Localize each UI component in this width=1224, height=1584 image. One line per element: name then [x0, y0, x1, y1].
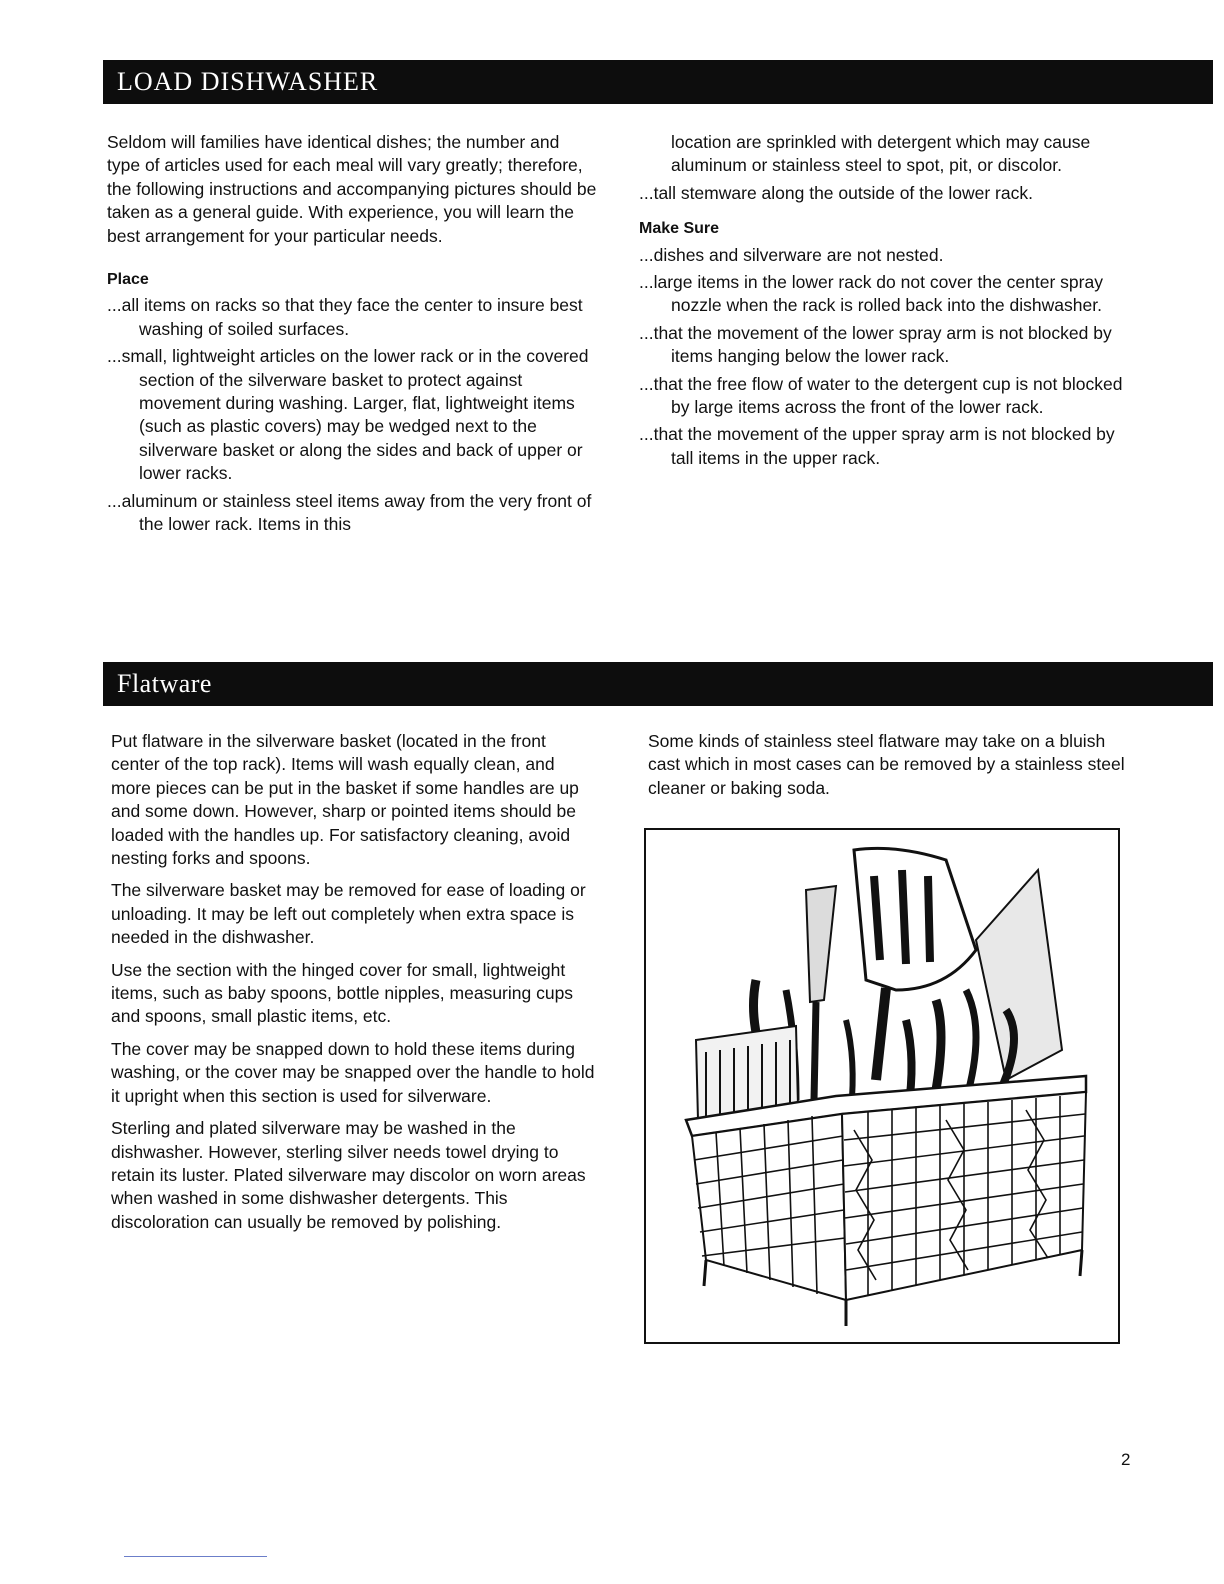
section-title: Flatware	[117, 669, 212, 698]
make-sure-item: ...that the movement of the lower spray arm is not blocked by items hanging below the lower rack.	[639, 322, 1112, 367]
place-item: ...aluminum or stainless steel items away from the very front of the lower rack. Items in this	[107, 490, 592, 535]
silverware-basket-illustration	[644, 828, 1120, 1344]
section-header-flatware	[103, 662, 1213, 706]
make-sure-item: ...that the free flow of water to the detergent cup is not blocked by large items across the front of the lower rack.	[639, 373, 1123, 418]
place-item: ...tall stemware along the outside of the lower rack.	[639, 182, 1033, 203]
flatware-left-column	[111, 730, 597, 1243]
flatware-paragraph: Sterling and plated silverware may be washed in the dishwasher. However, sterling silver needs towel drying to retain its luster. Plated silverware may discolor on worn areas when washed in some dishwasher detergents. This discoloration can usually be removed by polishing.	[111, 1118, 586, 1232]
flatware-paragraph: Use the section with the hinged cover for small, lightweight items, such as baby spoons, bottle nipples, measuring cups and spoons, small plastic items, etc.	[111, 959, 574, 1027]
section-title: LOAD DISHWASHER	[117, 67, 379, 96]
page-number: 2	[1121, 1450, 1131, 1469]
intro-paragraph: Seldom will families have identical dishes; the number and type of articles used for each meal will vary greatly; therefore, the following instructions and accompanying pictures should be taken as a general guide. With experience, you will learn the best arrangement for your particular needs.	[107, 132, 597, 246]
flatware-paragraph: Put flatware in the silverware basket (located in the front center of the top rack). Items will wash equally clean, and more pieces can be put in the basket if some handles are up and some down. However, sharp or pointed items should be loaded with the handles up. For satisfactory cleaning, avoid nesting forks and spoons.	[111, 731, 579, 869]
flatware-bluish-paragraph: Some kinds of stainless steel flatware may take on a bluish cast which in most cases can be removed by a stainless steel cleaner or baking soda.	[648, 731, 1125, 798]
load-left-column	[107, 131, 597, 541]
make-sure-heading: Make Sure	[639, 220, 720, 238]
place-item: ...small, lightweight articles on the lower rack or in the covered section of the silverware basket to protect against movement during washing. Larger, flat, lightweight items (such as plastic covers) may be wedged next to the silverware basket or along the sides and back of upper or lower racks.	[107, 346, 589, 484]
flatware-paragraph: The cover may be snapped down to hold these items during washing, or the cover may be snapped over the handle to hold it upright when this section is used for silverware.	[111, 1038, 595, 1106]
silverware-basket-drawing	[646, 830, 1118, 1342]
make-sure-item: ...large items in the lower rack do not cover the center spray nozzle when the rack is rolled back into the dishwasher.	[639, 272, 1103, 316]
place-item: ...all items on racks so that they face the center to insure best washing of soiled surfaces.	[107, 295, 583, 339]
make-sure-item: ...that the movement of the upper spray arm is not blocked by tall items in the upper rack.	[639, 424, 1115, 468]
load-right-column	[639, 131, 1129, 474]
flatware-paragraph: The silverware basket may be removed for ease of loading or unloading. It may be left out completely when extra space is needed in the dishwasher.	[111, 880, 586, 948]
place-item-continued: location are sprinkled with detergent which may cause aluminum or stainless steel to spot, pit, or discolor.	[671, 132, 1091, 176]
make-sure-item: ...dishes and silverware are not nested.	[639, 244, 944, 265]
flatware-right-column	[648, 730, 1126, 809]
footer-rule	[124, 1556, 267, 1557]
section-header-load-dishwasher	[103, 60, 1213, 104]
place-heading: Place	[107, 271, 149, 289]
